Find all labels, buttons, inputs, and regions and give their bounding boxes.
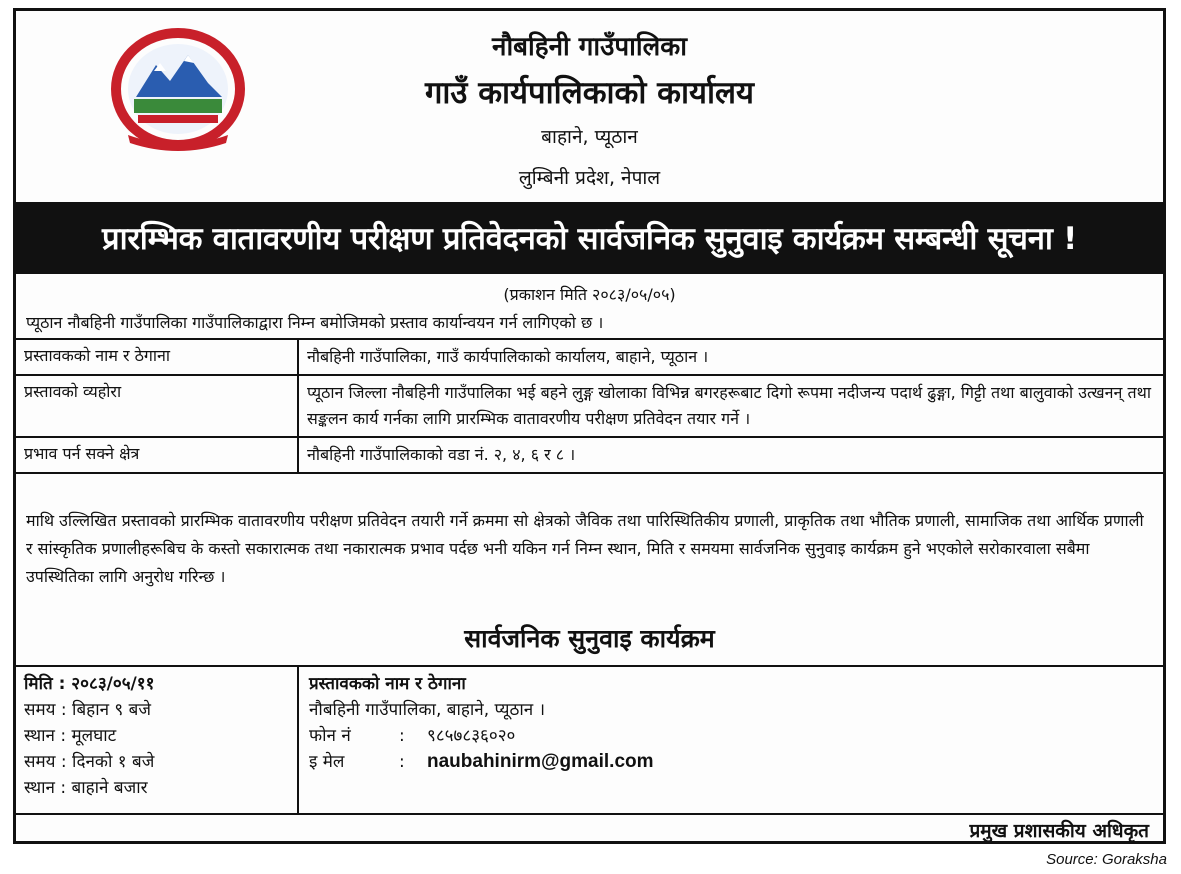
row-label: प्रभाव पर्न सक्ने क्षेत्र	[16, 438, 299, 472]
email-row	[309, 749, 1153, 775]
body-paragraph: माथि उल्लिखित प्रस्तावको प्रारम्भिक वातावरणीय परीक्षण प्रतिवेदन तयारी गर्ने क्रममा सो क्षेत्रको जैविक तथा पारिस्थितिकीय प्रणाली, प्राकृतिक तथा भौतिक प्रणाली, सामाजिक तथा आर्थिक प्रणाली र सांस्कृतिक प्रणालीहरूबिच के कस्तो सकारात्मक तथा नकारात्मक प्रभाव पर्दछ भनी यकिन गर्न निम्न स्थान, मिति र समयमा सार्वजनिक सुनुवाइ कार्यक्रम हुने भएकोले सरोकारवाला सबैमा उपस्थितिका लागि अनुरोध गरिन्छ ।	[26, 511, 1144, 586]
phone-label: फोन नं	[309, 726, 351, 746]
source-credit: Source: Goraksha	[1046, 851, 1167, 868]
email-address: naubahinirm@gmail.com	[427, 751, 654, 772]
table-row	[16, 376, 1163, 438]
municipality-name: नौबहिनी गाउँपालिका	[492, 32, 687, 62]
proposer-contact	[299, 667, 1163, 813]
table-row	[16, 340, 1163, 376]
row-value: नौबहिनी गाउँपालिका, गाउँ कार्यपालिकाको कार्यालय, बाहाने, प्यूठान ।	[307, 347, 709, 366]
contact-heading: प्रस्तावकको नाम र ठेगाना	[309, 674, 466, 694]
hearing-time-1: समय : बिहान ९ बजे	[24, 700, 151, 720]
phone-row	[309, 723, 1153, 749]
notice-title: प्रारम्भिक वातावरणीय परीक्षण प्रतिवेदनको सार्वजनिक सुनुवाइ कार्यक्रम सम्बन्धी सूचना !	[102, 221, 1077, 257]
hearing-place-1: स्थान : मूलघाट	[24, 726, 117, 746]
office-address: बाहाने, प्यूठान	[541, 126, 638, 148]
schedule-details	[16, 667, 299, 813]
proposal-info-table	[16, 338, 1163, 474]
public-notice	[13, 8, 1166, 844]
row-label: प्रस्तावकको नाम र ठेगाना	[16, 340, 299, 374]
row-label: प्रस्तावको व्यहोरा	[16, 376, 299, 436]
province-country: लुम्बिनी प्रदेश, नेपाल	[518, 167, 661, 189]
hearing-subheading: सार्वजनिक सुनुवाइ कार्यक्रम	[464, 624, 715, 653]
hearing-schedule-table	[16, 665, 1163, 815]
hearing-date: मिति : २०८३/०५/११	[24, 674, 155, 694]
signatory-title: प्रमुख प्रशासकीय अधिकृत	[969, 820, 1149, 842]
separator: :	[399, 726, 405, 746]
phone-number: ९८५७८३६०२०	[427, 726, 516, 746]
intro-text: प्यूठान नौबहिनी गाउँपालिका गाउँपालिकाद्वारा निम्न बमोजिमको प्रस्ताव कार्यान्वयन गर्न लागिएको छ ।	[26, 313, 604, 332]
notice-title-banner	[16, 202, 1163, 274]
email-label: इ मेल	[309, 752, 345, 772]
hearing-time-2: समय : दिनको १ बजे	[24, 752, 155, 772]
table-row	[16, 438, 1163, 474]
row-value: प्यूठान जिल्ला नौबहिनी गाउँपालिका भई बहने लुङ्ग खोलाका विभिन्न बगरहरूबाट दिगो रूपमा नदीजन्य पदार्थ ढुङ्गा, गिट्टी तथा बालुवाको उत्खनन् तथा सङ्कलन कार्य गर्नका लागि प्रारम्भिक वातावरणीय परीक्षण प्रतिवेदन तयार गर्ने ।	[307, 383, 1151, 428]
separator: :	[399, 752, 405, 772]
row-value: नौबहिनी गाउँपालिकाको वडा नं. २, ४, ६ र ८ ।	[307, 445, 576, 464]
publish-date: (प्रकाशन मिति २०८३/०५/०५)	[503, 285, 676, 304]
hearing-place-2: स्थान : बाहाने बजार	[24, 778, 148, 798]
contact-address: नौबहिनी गाउँपालिका, बाहाने, प्यूठान ।	[309, 700, 546, 720]
office-name: गाउँ कार्यपालिकाको कार्यालय	[424, 75, 755, 111]
